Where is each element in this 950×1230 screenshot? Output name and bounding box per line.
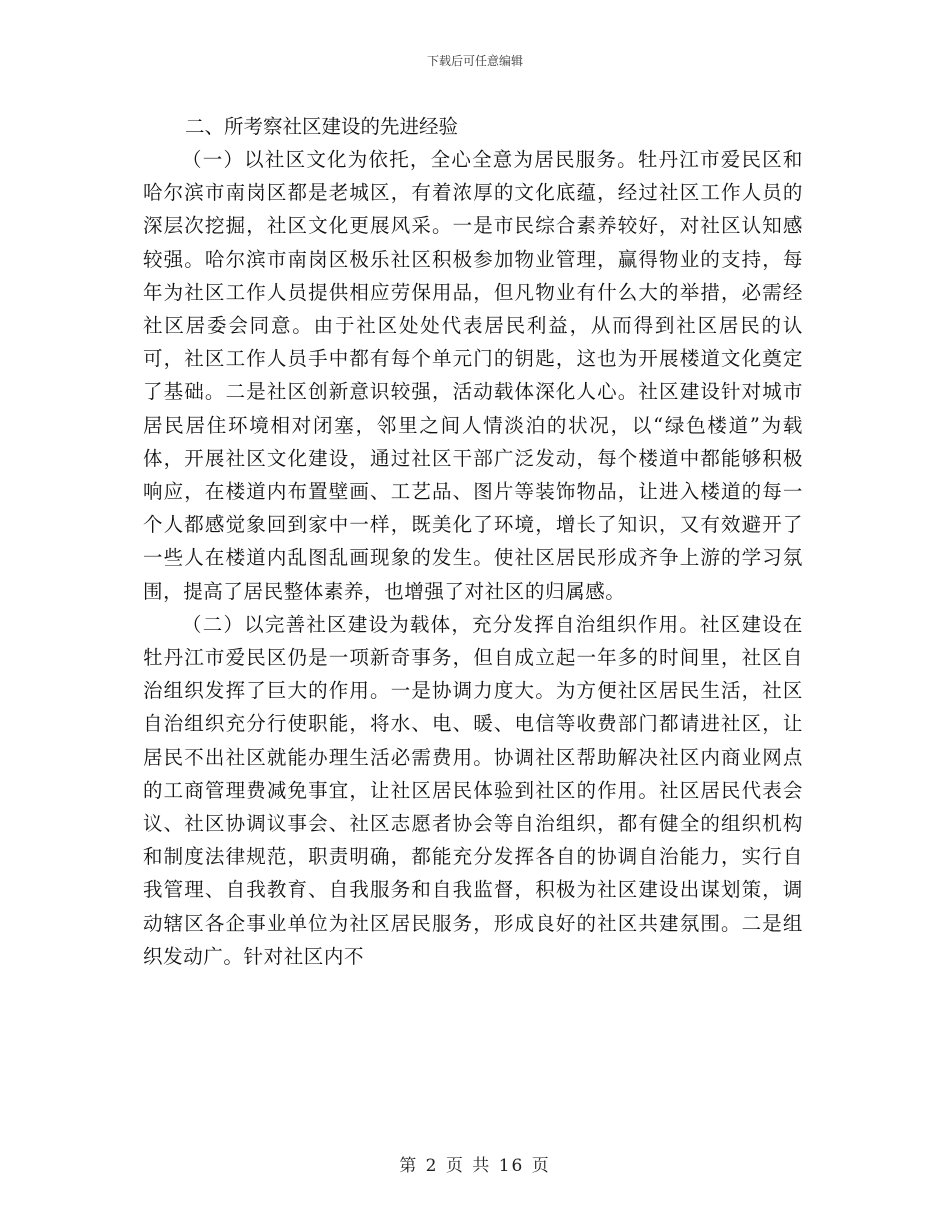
paragraph-2: （二）以完善社区建设为载体，充分发挥自治组织作用。社区建设在牡丹江市爱民区仍是一项新奇事务，但自成立起一年多的时间里，社区自治组织发挥了巨大的作用。一是协调力度大。为方便社区居民生活，社区自治组织充分行使职能，将水、电、暖、电信等收费部门都请进社区，让居民不出社区就能办理生活必需费用。协调社区帮助解决社区内商业网点的工商管理费减免事宜，让社区居民体验到社区的作用。社区居民代表会议、社区协调议事会、社区志愿者协会等自治组织，都有健全的组织机构和制度法律规范，职责明确，都能充分发挥各自的协调自治能力，实行自我管理、自我教育、自我服务和自我监督，积极为社区建设出谋划策，调动辖区各企事业单位为社区居民服务，形成良好的社区共建氛围。二是组织发动广。针对社区内不 [143, 612, 803, 968]
section-heading: 二、所考察社区建设的先进经验 [185, 115, 459, 138]
page-number-footer: 第 2 页 共 16 页 [399, 1156, 551, 1176]
document-body [143, 110, 803, 973]
paragraph-1: （一）以社区文化为依托，全心全意为居民服务。牡丹江市爱民区和哈尔滨市南岗区都是老城区，有着浓厚的文化底蕴，经过社区工作人员的深层次挖掘，社区文化更展风采。一是市民综合素养较好，对社区认知感较强。哈尔滨市南岗区极乐社区积极参加物业管理，赢得物业的支持，每年为社区工作人员提供相应劳保用品，但凡物业有什么大的举措，必需经社区居委会同意。由于社区处处代表居民利益，从而得到社区居民的认可，社区工作人员手中都有每个单元门的钥匙，这也为开展楼道文化奠定了基础。二是社区创新意识较强，活动载体深化人心。社区建设针对城市居民居住环境相对闭塞，邻里之间人情淡泊的状况，以“绿色楼道”为载体，开展社区文化建设，通过社区干部广泛发动，每个楼道中都能够积极响应，在楼道内布置壁画、工艺品、图片等装饰物品，让进入楼道的每一个人都感觉象回到家中一样，既美化了环境，增长了知识，又有效避开了一些人在楼道内乱图乱画现象的发生。使社区居民形成齐争上游的学习氛围，提高了居民整体素养，也增强了对社区的归属感。 [143, 148, 803, 603]
page-header: 下载后可任意编辑 [426, 54, 523, 68]
